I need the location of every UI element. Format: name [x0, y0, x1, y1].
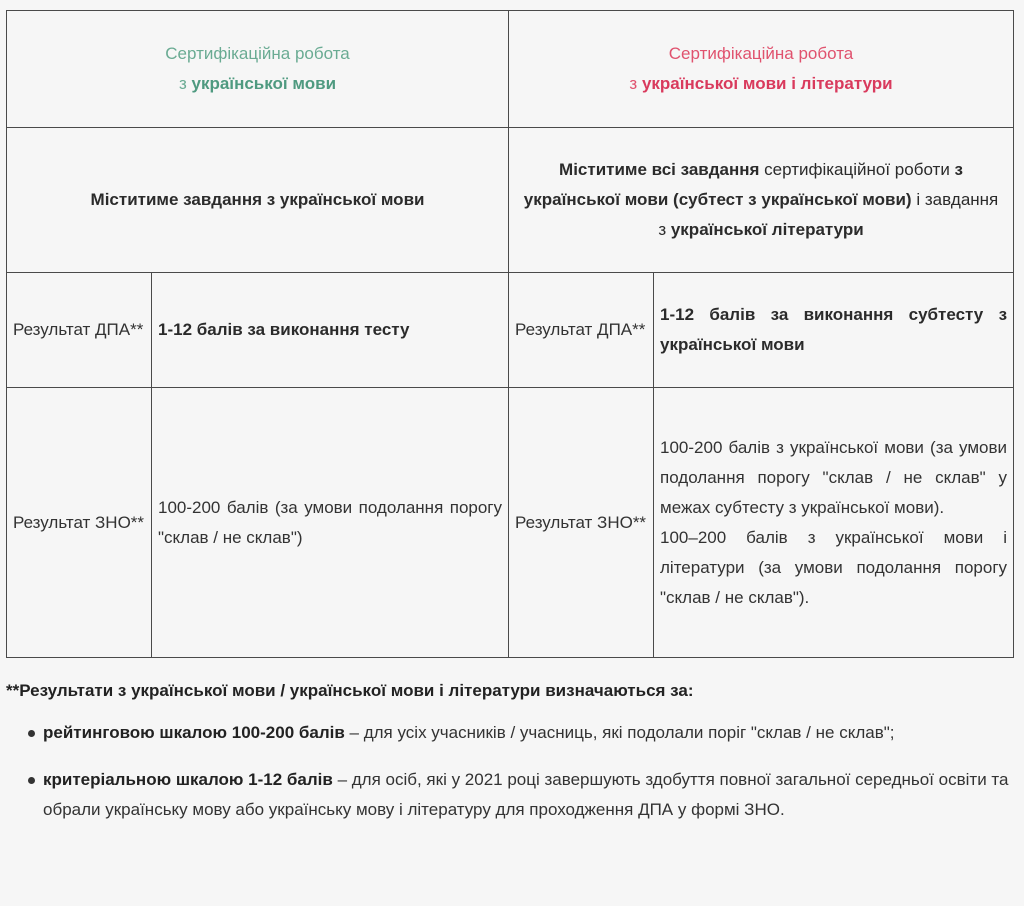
content-left-cell — [7, 128, 509, 273]
notes-item-2-bold: критеріальною шкалою 1-12 балів — [43, 770, 333, 789]
content-right-p2: сертифікаційної роботи — [759, 160, 955, 179]
header-right-subject: української мови і літератури — [641, 74, 893, 93]
notes-item-2-text: – для осіб, які у 2021 році завершують здобуття повної загальної середньої освіти та обрали українську мову або українську мову і літературу для проходження ДПА у формі ЗНО. — [43, 770, 1009, 819]
content-right-p1: Міститиме всі завдання — [559, 160, 760, 179]
zno-label-right: Результат ЗНО** — [509, 388, 654, 658]
content-right-p5: української літератури — [670, 220, 864, 239]
comparison-table — [6, 10, 1014, 658]
zno-value-right-1: 100-200 балів з української мови (за умови подолання порогу "склав / не склав" у межах субтесту з української мови). — [660, 437, 1008, 517]
content-left-text: Міститиме завдання з української мови — [90, 190, 425, 209]
header-right-title: Сертифікаційна робота — [668, 44, 854, 63]
zno-value-right — [654, 388, 1014, 658]
dpa-value-right: 1-12 балів за виконання субтесту з української мови — [654, 273, 1014, 388]
bullet-icon — [28, 777, 35, 784]
header-left-prefix: з — [178, 74, 187, 93]
dpa-label-left: Результат ДПА** — [7, 273, 152, 388]
notes-item-1-bold: рейтинговою шкалою 100-200 балів — [43, 723, 345, 742]
content-right-p3: з української мови (субтест з української мови) — [523, 160, 963, 209]
header-right-prefix: з — [629, 74, 638, 93]
notes-list — [6, 718, 1016, 825]
zno-value-right-2: 100–200 балів з української мови і літератури (за умови подолання порогу "склав / не склав"). — [660, 527, 1008, 607]
notes-item-criteria-scale — [6, 765, 1016, 825]
content-right-p4: і завдання з — [658, 190, 999, 239]
dpa-value-left: 1-12 балів за виконання тесту — [152, 273, 509, 388]
notes-item-rating-scale — [6, 718, 1016, 748]
zno-value-left: 100-200 балів (за умови подолання порогу "склав / не склав") — [152, 388, 509, 658]
header-ukrainian-language — [7, 11, 509, 128]
notes-lead: **Результати з української мови / української мови і літератури визначаються за: — [6, 681, 694, 700]
header-left-subject: української мови — [191, 74, 337, 93]
zno-label-left: Результат ЗНО** — [7, 388, 152, 658]
notes-item-1-text: – для усіх учасників / учасниць, які подолали поріг "склав / не склав"; — [344, 723, 895, 742]
bullet-icon — [28, 730, 35, 737]
notes-section — [6, 676, 1016, 842]
header-ukrainian-language-literature — [509, 11, 1014, 128]
header-left-title: Сертифікаційна робота — [165, 44, 350, 63]
content-right-cell — [509, 128, 1014, 273]
dpa-label-right: Результат ДПА** — [509, 273, 654, 388]
